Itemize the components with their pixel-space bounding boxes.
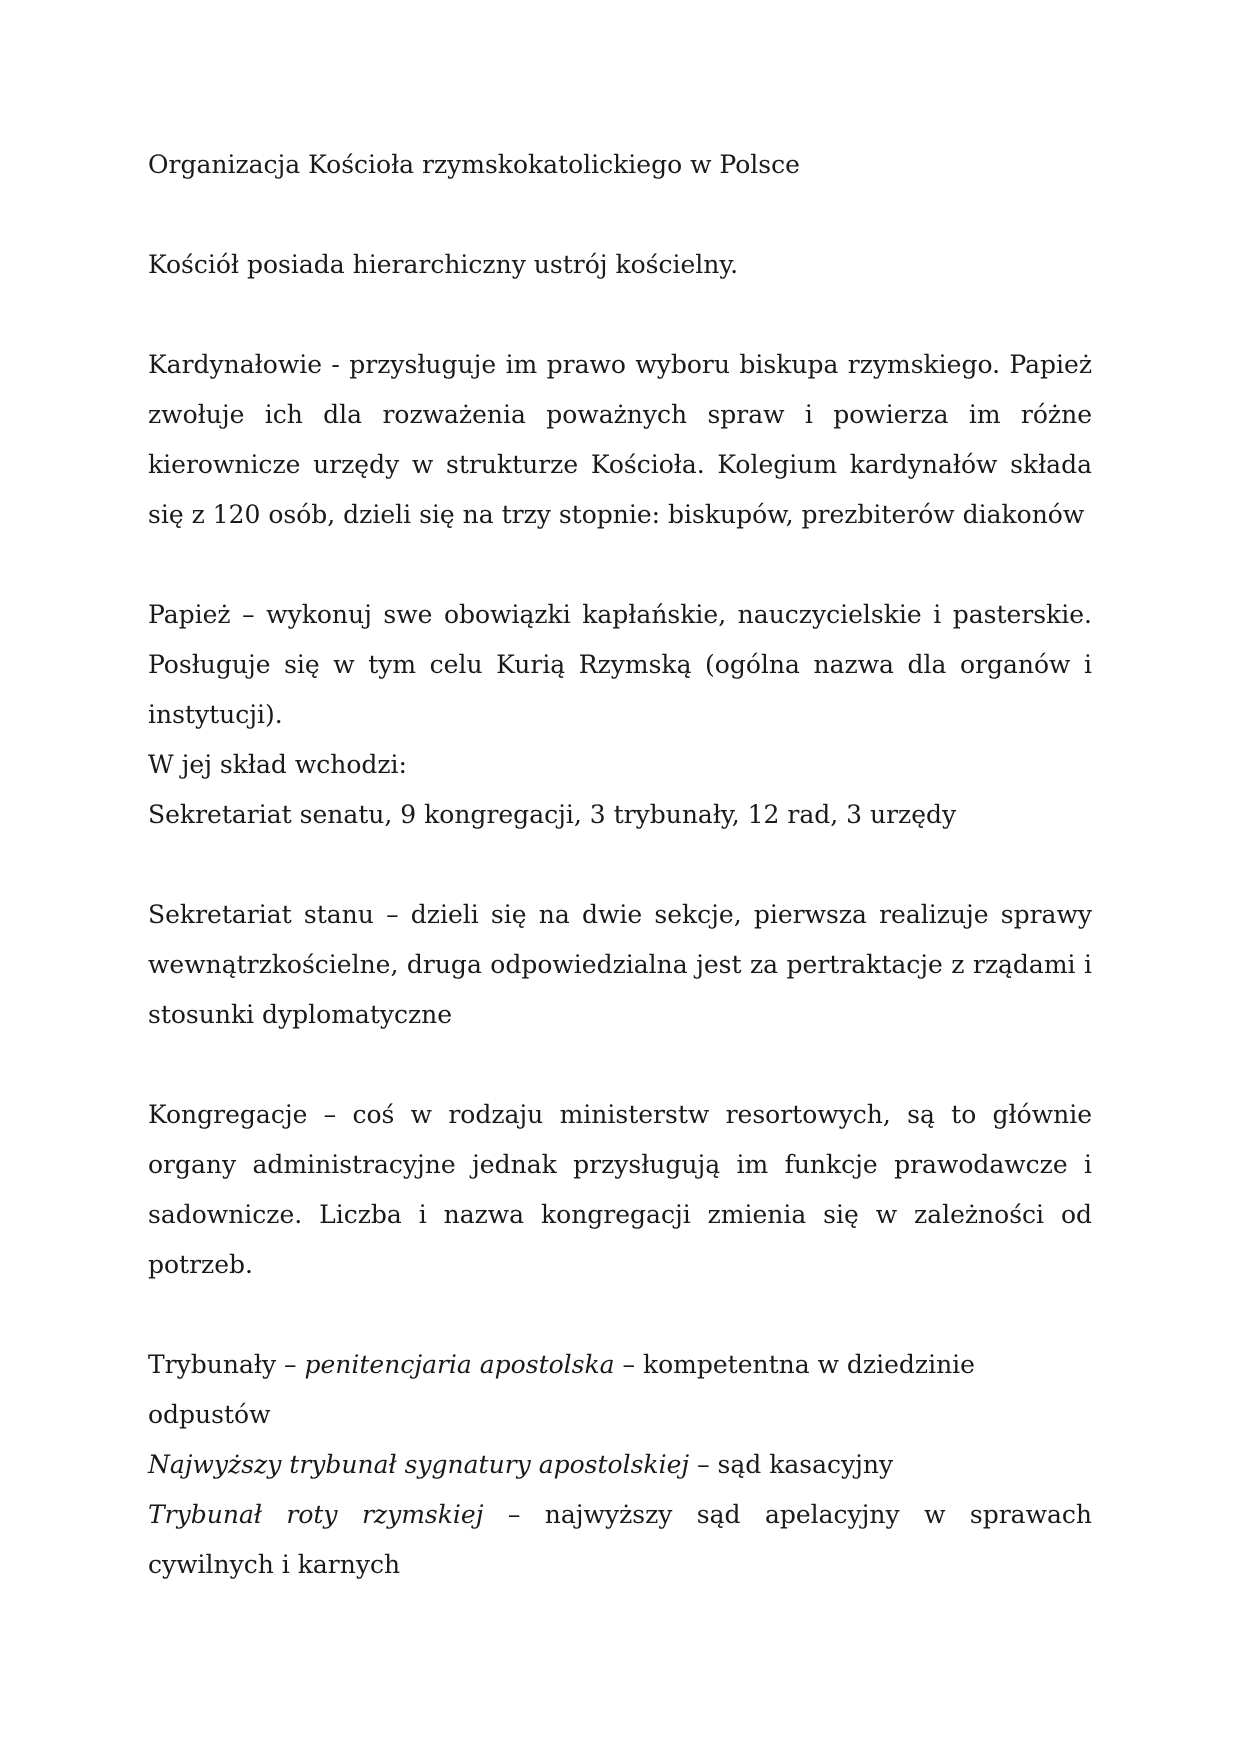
sklad-intro-line: W jej skład wchodzi: — [148, 750, 407, 779]
document-page — [148, 140, 1092, 1590]
paragraph-gap — [148, 190, 1092, 240]
trybunaly-line-3 — [148, 1490, 1092, 1590]
trybunaly-line-1 — [148, 1340, 1092, 1440]
penitencjaria-term: penitencjaria apostolska — [304, 1350, 615, 1379]
trybunaly-line-2 — [148, 1440, 1092, 1490]
rota-term: Trybunał roty rzymskiej — [148, 1500, 484, 1529]
sygnatura-term: Najwyższy trybunał sygnatury apostolskiej — [148, 1450, 690, 1479]
kongregacje-paragraph: Kongregacje – coś w rodzaju ministerstw resortowych, są to głównie organy administracyjne jednak przysługują im funkcje prawodawcze i sadownicze. Liczba i nazwa kongregacji zmienia się w zależności od potrzeb. — [148, 1100, 1092, 1279]
intro-paragraph: Kościół posiada hierarchiczny ustrój kościelny. — [148, 250, 739, 279]
paragraph-gap — [148, 1040, 1092, 1090]
paragraph-gap — [148, 1290, 1092, 1340]
sekretariat-paragraph: Sekretariat stanu – dzieli się na dwie sekcje, pierwsza realizuje sprawy wewnątrzkościelne, druga odpowiedzialna jest za pertraktacje z rządami i stosunki dyplomatyczne — [148, 900, 1092, 1029]
penitencjaria-desc: – kompetentna w dziedzinie odpustów — [148, 1350, 975, 1429]
rota-desc: – najwyższy sąd apelacyjny w sprawach cywilnych i karnych — [148, 1500, 1092, 1579]
paragraph-gap — [148, 840, 1092, 890]
papiez-paragraph: Papież – wykonuj swe obowiązki kapłańskie, nauczycielskie i pasterskie. Posługuje się w tym celu Kurią Rzymską (ogólna nazwa dla organów i instytucji). — [148, 600, 1092, 729]
trybunaly-prefix: Trybunały – — [148, 1350, 305, 1379]
document-title: Organizacja Kościoła rzymskokatolickiego w Polsce — [148, 150, 800, 179]
paragraph-gap — [148, 290, 1092, 340]
sygnatura-desc: – sąd kasacyjny — [689, 1450, 894, 1479]
paragraph-gap — [148, 540, 1092, 590]
sklad-list-line: Sekretariat senatu, 9 kongregacji, 3 trybunały, 12 rad, 3 urzędy — [148, 800, 957, 829]
kardynalowie-paragraph: Kardynałowie - przysługuje im prawo wyboru biskupa rzymskiego. Papież zwołuje ich dla rozważenia poważnych spraw i powierza im różne kierownicze urzędy w strukturze Kościoła. Kolegium kardynałów składa się z 120 osób, dzieli się na trzy stopnie: biskupów, prezbiterów diakonów — [148, 350, 1092, 529]
